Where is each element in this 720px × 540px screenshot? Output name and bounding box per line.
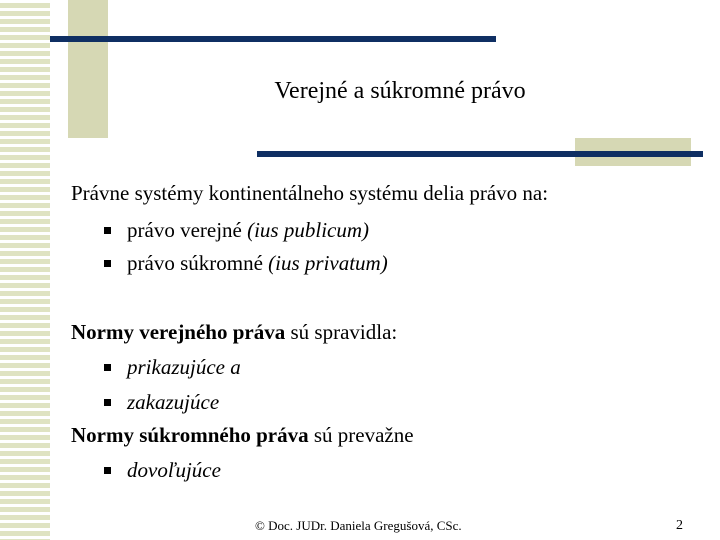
slide-title: Verejné a súkromné právo [274,78,526,104]
list-item-latin: (ius privatum) [268,251,388,275]
list-item-text: dovoľujúce [127,458,221,482]
list-item-text: právo verejné [127,218,248,242]
decorative-navy-bar-top [50,36,496,42]
list-item-text: zakazujúce [127,390,220,414]
decorative-olive-block-top [68,0,108,138]
list-item [104,253,388,274]
section2-heading [71,322,397,343]
section2-heading-rest: sú spravidla: [285,320,398,344]
decorative-navy-bar-middle [257,151,703,157]
list-item [104,220,369,241]
bullet-icon [104,260,111,267]
list-item [104,392,219,413]
section3-heading [71,425,414,446]
list-item-text: právo súkromné [127,251,269,275]
section3-heading-bold: Normy súkromného práva [71,423,309,447]
list-item-text: prikazujúce a [127,355,241,379]
bullet-icon [104,227,111,234]
footer-copyright: © Doc. JUDr. Daniela Gregušová, CSc. [255,518,462,533]
section2-heading-bold: Normy verejného práva [71,320,286,344]
bullet-icon [104,364,111,371]
list-item [104,460,221,481]
page-number: 2 [676,518,683,533]
section3-heading-rest: sú prevažne [308,423,414,447]
list-item [104,357,241,378]
bullet-icon [104,399,111,406]
list-item-latin: (ius publicum) [247,218,370,242]
bullet-icon [104,467,111,474]
section1-intro: Právne systémy kontinentálneho systému delia právo na: [71,181,549,205]
